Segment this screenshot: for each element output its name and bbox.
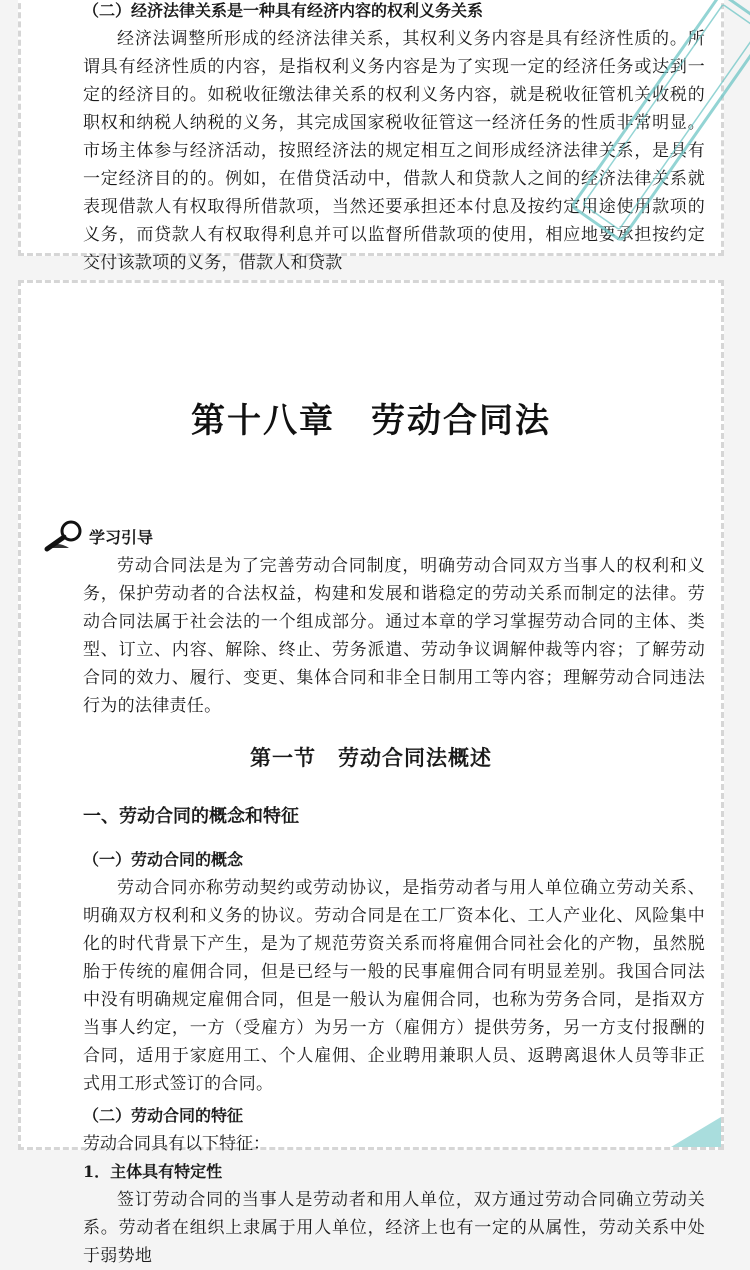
study-guide-header [43, 510, 721, 552]
section-title: 第一节 劳动合同法概述 [250, 745, 492, 770]
concept-heading: （一）劳动合同的概念 [83, 850, 244, 869]
study-guide-paragraph: 劳动合同法是为了完善劳动合同制度，明确劳动合同双方当事人的权利和义务，保护劳动者的合法权益，构建和发展和谐稳定的劳动关系而制定的法律。劳动合同法属于社会法的一个组成部分。通过本章的学习掌握劳动合同的主体、类型、订立、内容、解除、终止、劳务派遣、劳动争议调解仲裁等内容；了解劳动合同的效力、履行、变更、集体合同和非全日制用工等内容；理解劳动合同违法行为的法律责任。 [83, 556, 705, 716]
previous-page-fragment [18, 0, 724, 273]
subsection-title: 一、劳动合同的概念和特征 [83, 806, 299, 827]
subsection-heading: （二）经济法律关系是一种具有经济内容的权利义务关系 [83, 1, 484, 20]
concept-paragraph: 劳动合同亦称劳动契约或劳动协议，是指劳动者与用人单位确立劳动关系、明确双方权利和义务的协议。劳动合同是在工厂资本化、工人产业化、风险集中化的时代背景下产生，是为了规范劳资关系而将雇佣合同社会化的产物，虽然脱胎于传统的雇佣合同，但是已经与一般的民事雇佣合同有明显差别。我国合同法中没有明确规定雇佣合同，但是一般认为雇佣合同，也称为劳务合同，是指双方当事人约定，一方（受雇方）为另一方（雇佣方）提供劳务，另一方支付报酬的合同，适用于家庭用工、个人雇佣、企业聘用兼职人员、返聘离退休人员等非正式用工形式签订的合同。 [83, 878, 705, 1094]
feature-item-paragraph: 签订劳动合同的当事人是劳动者和用人单位，双方通过劳动合同确立劳动关系。劳动者在组织上隶属于用人单位，经济上也有一定的从属性，劳动关系中处于弱势地 [83, 1190, 705, 1266]
features-intro: 劳动合同具有以下特征： [83, 1134, 270, 1154]
magnifier-icon [43, 518, 87, 552]
chapter-page [18, 280, 724, 1266]
chapter-title: 第十八章 劳动合同法 [191, 401, 551, 441]
feature-item-title: 1．主体具有特定性 [83, 1162, 223, 1181]
body-paragraph: 经济法调整所形成的经济法律关系，其权利义务内容是具有经济性质的。所谓具有经济性质的内容，是指权利义务内容是为了实现一定的经济任务或达到一定的经济目的。如税收征缴法律关系的权利义务内容，就是税收征管机关收税的职权和纳税人纳税的义务，其完成国家税收征管这一经济任务的性质非常明显。市场主体参与经济活动，按照经济法的规定相互之间形成经济法律关系，是具有一定经济目的的。例如，在借贷活动中，借款人和贷款人之间的经济法律关系就表现借款人有权取得所借款项，当然还要承担还本付息及按约定用途使用款项的义务，而贷款人有权取得利息并可以监督所借款项的使用，相应地要承担按约定交付该款项的义务，借款人和贷款 [83, 29, 705, 273]
study-guide-label: 学习引导 [89, 528, 154, 547]
features-heading: （二）劳动合同的特征 [83, 1106, 244, 1125]
